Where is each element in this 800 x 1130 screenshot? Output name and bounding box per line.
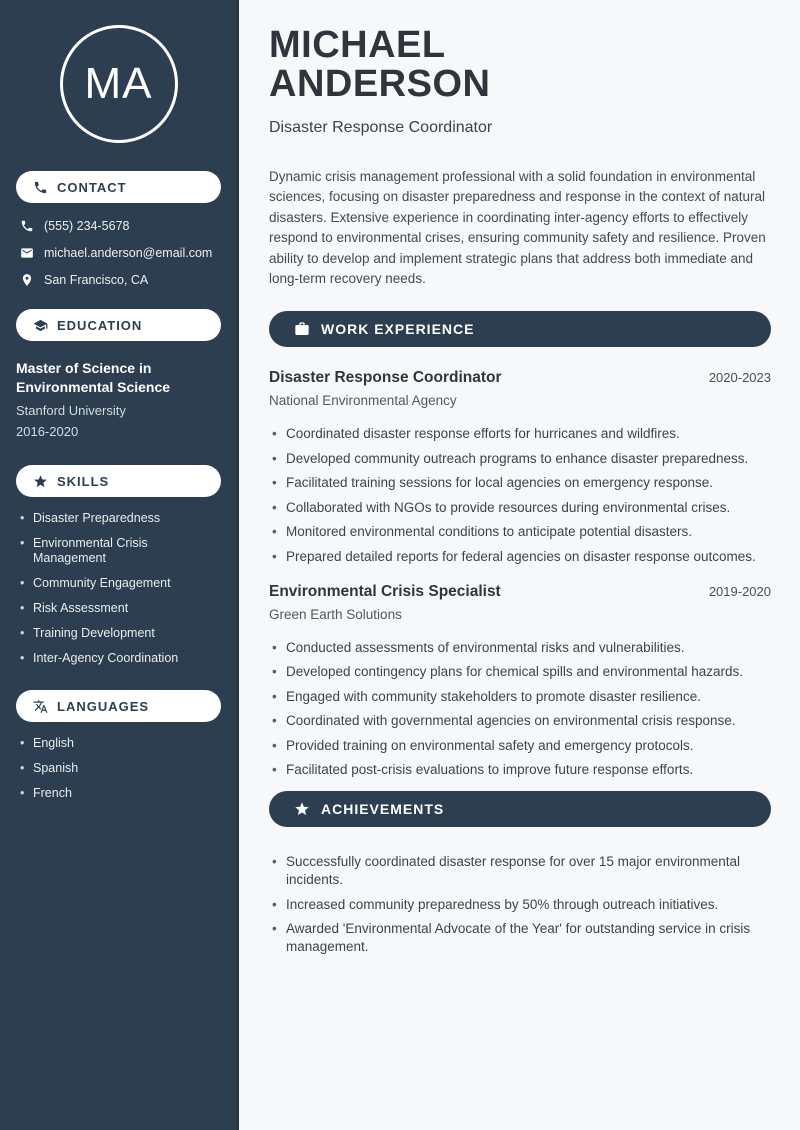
phone-icon [33, 180, 48, 195]
education-degree: Master of Science in Environmental Science [16, 360, 171, 395]
list-item: • Coordinated disaster response efforts for hurricanes and wildfires. [269, 425, 771, 443]
job-dates: 2019-2020 [708, 583, 771, 599]
achievements-section-label: ACHIEVEMENTS [321, 801, 445, 818]
avatar-initials: MA [84, 59, 153, 108]
professional-summary: Dynamic crisis management professional with a solid foundation in environmental sciences, focusing on disaster preparedness and response in the context of natural disasters. Extensive experience in coordinating inter-agency efforts to effectively respond to environmental crises, ensuring community safety and resilience. Proven ability to develop and implement strategic plans that address both immediate and long-term recovery needs. [269, 169, 766, 287]
list-item: • Conducted assessments of environmental risks and vulnerabilities. [269, 639, 771, 657]
skills-list [20, 511, 223, 666]
graduation-cap-icon [33, 318, 48, 333]
phone-icon [20, 219, 34, 233]
list-item: • Facilitated post-crisis evaluations to improve future response efforts. [269, 761, 771, 779]
list-item: • French [20, 786, 223, 801]
education-section-header [16, 309, 221, 341]
location-pin-icon [20, 273, 34, 287]
list-item: • Inter-Agency Coordination [20, 651, 223, 666]
list-item: • Coordinated with governmental agencies on environmental crisis response. [269, 712, 771, 730]
contact-row-location [20, 273, 237, 287]
job-title: Environmental Crisis Specialist [269, 582, 501, 600]
job-entry [269, 369, 771, 566]
job-company: National Environmental Agency [269, 393, 457, 409]
job-bullet-list [269, 639, 771, 780]
job-dates: 2020-2023 [708, 370, 771, 386]
contact-section-header [16, 171, 221, 203]
briefcase-icon [294, 321, 310, 337]
list-item: • Environmental Crisis Management [20, 536, 223, 566]
work-experience-section-label: WORK EXPERIENCE [321, 321, 475, 338]
achievements-list [269, 853, 771, 956]
list-item: • Monitored environmental conditions to anticipate potential disasters. [269, 523, 771, 541]
email-address: michael.anderson@email.com [44, 246, 213, 260]
job-bullet-list [269, 425, 771, 566]
contact-row-email [20, 246, 237, 260]
sidebar [0, 0, 239, 1130]
list-item: • Provided training on environmental safety and emergency protocols. [269, 737, 771, 755]
job-title: Disaster Response Coordinator [269, 369, 502, 387]
languages-section-label: LANGUAGES [57, 698, 150, 714]
avatar [60, 25, 178, 143]
skills-section-label: SKILLS [57, 473, 110, 489]
location-text: San Francisco, CA [44, 273, 149, 287]
list-item: • Awarded 'Environmental Advocate of the Year' for outstanding service in crisis management. [269, 920, 771, 956]
job-header [269, 369, 771, 387]
languages-section-header [16, 690, 221, 722]
list-item: • Disaster Preparedness [20, 511, 223, 526]
job-entry [269, 583, 771, 780]
education-section-label: EDUCATION [57, 317, 143, 333]
star-icon [33, 474, 48, 489]
job-company: Green Earth Solutions [269, 606, 402, 622]
list-item: • Spanish [20, 761, 223, 776]
list-item: • Engaged with community stakeholders to promote disaster resilience. [269, 688, 771, 706]
job-header [269, 583, 771, 601]
mail-icon [20, 246, 34, 260]
list-item: • Collaborated with NGOs to provide resources during environmental crises. [269, 499, 771, 517]
education-entry [16, 359, 221, 439]
list-item: • Prepared detailed reports for federal agencies on disaster response outcomes. [269, 548, 771, 566]
list-item: • English [20, 736, 223, 751]
contact-section-label: CONTACT [57, 179, 127, 195]
main-content [241, 0, 800, 1130]
achievements-section-header [269, 791, 771, 827]
contact-list [20, 219, 237, 287]
list-item: • Successfully coordinated disaster response for over 15 major environmental incidents. [269, 853, 771, 889]
list-item: • Increased community preparedness by 50% through outreach initiatives. [269, 896, 771, 914]
education-school: Stanford University [16, 403, 126, 418]
star-icon [294, 801, 310, 817]
phone-number: (555) 234-5678 [44, 219, 130, 233]
list-item: • Training Development [20, 626, 223, 641]
skills-section-header [16, 465, 221, 497]
candidate-title: Disaster Response Coordinator [269, 119, 493, 136]
list-item: • Developed community outreach programs to enhance disaster preparedness. [269, 450, 771, 468]
work-experience-section-header [269, 311, 771, 347]
contact-row-phone [20, 219, 237, 233]
list-item: • Community Engagement [20, 576, 223, 591]
list-item: • Developed contingency plans for chemical spills and environmental hazards. [269, 663, 771, 681]
candidate-name: MICHAEL ANDERSON [269, 24, 491, 105]
list-item: • Facilitated training sessions for local agencies on emergency response. [269, 474, 771, 492]
translate-icon [33, 699, 48, 714]
list-item: • Risk Assessment [20, 601, 223, 616]
languages-list [20, 736, 223, 801]
education-years: 2016-2020 [16, 424, 79, 439]
